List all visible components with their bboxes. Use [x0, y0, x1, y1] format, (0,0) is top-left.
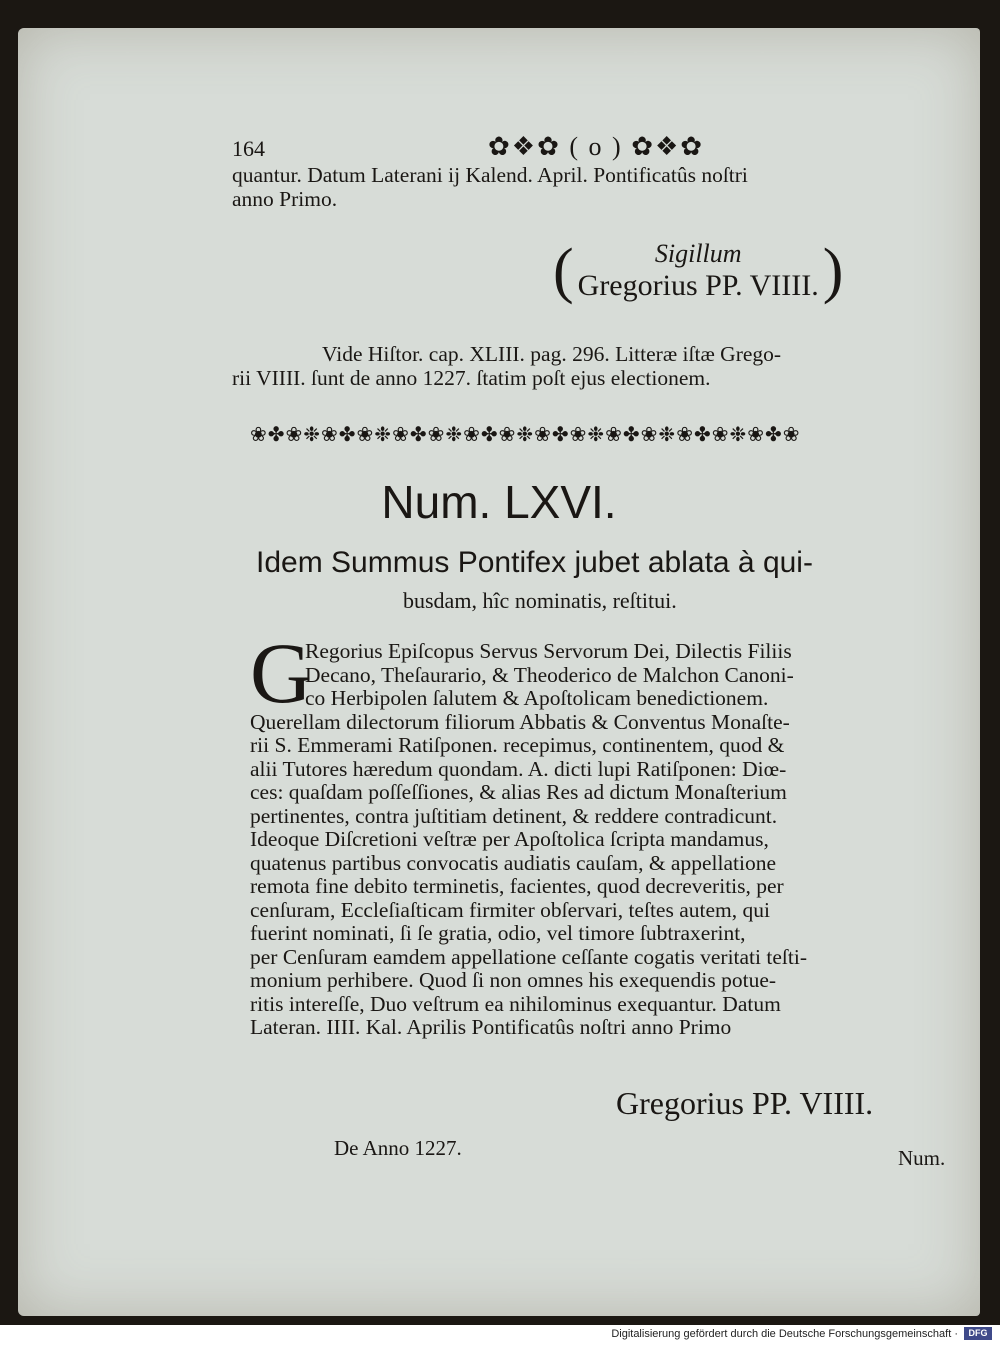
ornamental-rule: ❀✤❀❉❀✤❀❉❀✤❀❉❀✤❀❉❀✤❀❉❀✤❀❉❀✤❀❉❀✤❀ — [250, 424, 801, 446]
note-block — [232, 343, 781, 390]
document-subtitle-continued: busdam, hîc nominatis, reſtitui. — [403, 588, 677, 613]
body-line: ces: quaſdam poſſeſſiones, & alias Res ad dictum Monaſterium — [250, 780, 787, 804]
drop-cap: G — [250, 625, 313, 721]
body-line: cenſuram, Eccleſiaſticam firmiter obſervari, teſtes autem, qui — [250, 897, 770, 922]
body-line: per Cenſuram eamdem appellatione ceſſante cogatis veritati teſti- — [250, 944, 807, 969]
opening-line: quantur. Datum Laterani ij Kalend. April. Pontificatûs noſtri — [232, 163, 748, 187]
footer-credit: Digitalisierung gefördert durch die Deutsche Forschungsgemeinschaft · — [611, 1328, 958, 1340]
scanned-page — [18, 28, 980, 1316]
document-number-title: Num. LXVI. — [381, 476, 617, 528]
body-line: Decano, Theſaurario, & Theoderico de Malchon Canoni- — [305, 662, 794, 687]
body-line: quatenus partibus convocatis audiatis cauſam, & appellatione — [250, 850, 776, 875]
body-line: monium perhibere. Quod ſi non omnes his exequendis potue- — [250, 968, 777, 992]
opening-line: anno Primo. — [232, 186, 338, 211]
document-subtitle: Idem Summus Pontifex jubet ablata à qui- — [256, 546, 813, 579]
closing-signature: Gregorius PP. VIIII. — [616, 1085, 874, 1121]
seal-sigillum: Sigillum — [654, 239, 742, 268]
seal-right-paren: ) — [822, 237, 844, 305]
opening-lines — [232, 164, 748, 211]
body-line: pertinentes, contra juſtitiam detinent, & reddere contradicunt. — [250, 803, 778, 828]
page-number: 164 — [232, 136, 265, 161]
body-line: Ideoque Diſcretioni veſtræ per Apoſtolica ſcripta mandamus, — [250, 827, 769, 851]
note-line: Vide Hiſtor. cap. XLIII. pag. 296. Litteræ iſtæ Grego- — [322, 342, 782, 366]
body-line: rii S. Emmerami Ratiſponen. recepimus, continentem, quod & — [250, 733, 785, 757]
body-line: Regorius Epiſcopus Servus Servorum Dei, Dilectis Filiis — [305, 639, 792, 663]
body-paragraph — [250, 640, 956, 1040]
seal-block — [553, 239, 843, 303]
catchword: Num. — [898, 1146, 946, 1170]
dfg-logo-icon: DFG — [964, 1327, 992, 1340]
year-note: De Anno 1227. — [334, 1136, 462, 1160]
body-line: ritis intereſſe, Duo veſtrum ea nihilominus exequantur. Datum — [250, 991, 781, 1016]
body-line: alii Tutores hæredum quondam. A. dicti lupi Ratiſponen: Diœ- — [250, 756, 787, 781]
header-ornament: ✿❖✿ ( o ) ✿❖✿ — [488, 132, 705, 161]
seal-name: Gregorius PP. VIIII. — [577, 269, 819, 302]
body-line: fuerint nominati, ſi ſe gratia, odio, vel timore ſubtraxerint, — [250, 921, 746, 945]
body-line: remota fine debito terminetis, facientes, quod decreveritis, per — [250, 874, 784, 898]
body-line: Lateran. IIII. Kal. Aprilis Pontificatûs noſtri anno Primo — [250, 1015, 732, 1039]
body-line: Querellam dilectorum filiorum Abbatis & Conventus Monaſte- — [250, 709, 790, 734]
body-line: co Herbipolen ſalutem & Apoſtolicam benedictionem. — [305, 686, 769, 710]
seal-left-paren: ( — [553, 237, 574, 305]
note-line: rii VIIII. ſunt de anno 1227. ſtatim poſt ejus electionem. — [232, 365, 711, 390]
